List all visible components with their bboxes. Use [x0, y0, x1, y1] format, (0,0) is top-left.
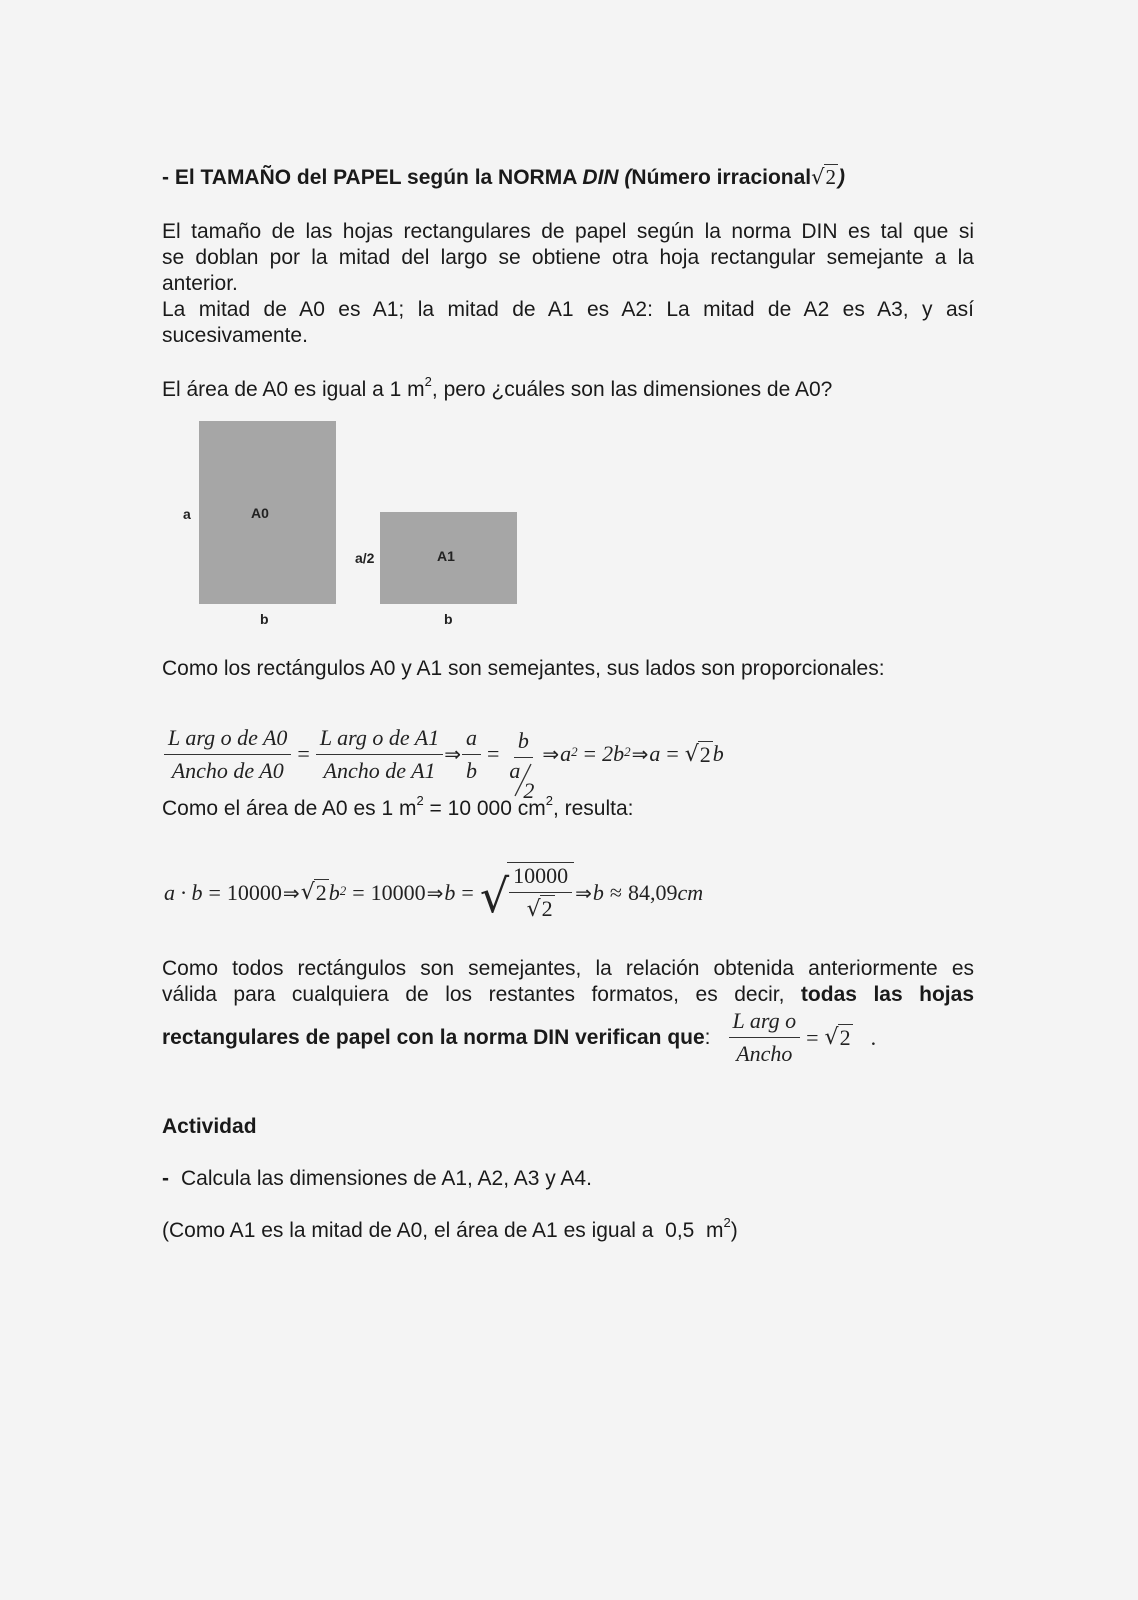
- ratio-fraction: [729, 1008, 801, 1067]
- big-sqrt-symbol: √: [479, 868, 510, 923]
- area-after: , resulta:: [552, 797, 634, 820]
- question-exp: 2: [424, 374, 432, 389]
- radicand: 2: [315, 880, 327, 905]
- intro-line-3: anterior.: [162, 272, 238, 295]
- fraction-10000-sqrt2: [509, 863, 572, 923]
- a0-side-label: a: [183, 506, 191, 522]
- title-paren: (: [618, 166, 632, 189]
- fraction-a1: [316, 725, 443, 784]
- value-10000: 10000: [370, 879, 426, 905]
- area-exp-2: 2: [545, 793, 553, 808]
- title-prefix: - El TAMAÑO del PAPEL según la NORMA: [162, 166, 583, 189]
- period: .: [870, 1024, 877, 1050]
- sqrt-content: [507, 862, 574, 923]
- colon: :: [704, 1025, 711, 1049]
- implies-arrow: ⇒: [542, 742, 560, 766]
- question-before: El área de A0 es igual a 1 m: [162, 378, 425, 401]
- question-line: [162, 374, 833, 403]
- equals-sign: =: [352, 879, 365, 905]
- implies-arrow: ⇒: [631, 742, 649, 766]
- intro-line-1: El tamaño de las hojas rectangulares de papel según la norma DIN es tal que si: [162, 220, 974, 243]
- fraction-a-b-num: a: [462, 725, 481, 755]
- conclusion-line-2: [162, 982, 974, 1008]
- radicand: 2: [541, 896, 553, 921]
- conclusion-line-3: [162, 1008, 876, 1067]
- area-mid: = 10 000 cm: [423, 797, 546, 820]
- note-after: ): [730, 1219, 738, 1242]
- activity-heading: Actividad: [162, 1115, 257, 1138]
- title-radicand: 2: [825, 165, 837, 189]
- value-10000: 10000: [226, 879, 282, 905]
- conclusion-bold: rectangulares de papel con la norma DIN verifican que: [162, 1025, 705, 1049]
- fraction-b-half-a: [505, 728, 541, 802]
- task-text: Calcula las dimensiones de A1, A2, A3 y A4.: [181, 1167, 592, 1190]
- approx-sign: ≈: [609, 879, 622, 905]
- note-before: (Como A1 es la mitad de A0, el área de A1 es igual a 0,5 m: [162, 1219, 724, 1242]
- title-close: ): [838, 166, 846, 189]
- implies-arrow: ⇒: [444, 742, 461, 766]
- equals-sign: =: [666, 741, 679, 766]
- dimension-equation: a · b = 10000 ⇒ √ 2 b $^2$ = 10000 ⇒ b = √ $\frac{10000}{√2}$ ⇒ b ≈ 84,09 cm: [164, 863, 704, 923]
- implies-arrow: ⇒: [575, 880, 592, 905]
- equals-sign: =: [583, 741, 597, 766]
- proportion-equation: $\frac{\text{L arg o de A0}}{\text{Ancho de A0}}$ = $\frac{\text{L arg o de A1}}{\text{Ancho de A1}}$ ⇒ $\frac{a}{b}$ = b a 2 ⇒ a $^2$ = 2b $^2$ ⇒ a = √ 2 b: [164, 706, 724, 802]
- sqrt-symbol: √: [824, 1024, 839, 1050]
- a1-bottom-label: b: [444, 611, 453, 627]
- area-exp-1: 2: [416, 793, 424, 808]
- similarity-text: Como los rectángulos A0 y A1 son semejantes, sus lados son proporcionales:: [162, 657, 885, 680]
- sqrt-symbol: √: [684, 741, 699, 767]
- a0-label: A0: [251, 505, 269, 521]
- equals-sign: =: [461, 879, 474, 905]
- paper-size-figure: [175, 415, 535, 630]
- two-b: 2b: [602, 741, 625, 766]
- fraction-a0: [164, 725, 291, 784]
- conclusion-paragraph: [162, 956, 974, 1008]
- implies-arrow: ⇒: [426, 880, 444, 905]
- frac-den: [523, 893, 559, 923]
- ratio-num: L arg o: [729, 1008, 801, 1038]
- implies-arrow: ⇒: [282, 880, 300, 905]
- task-dash: -: [162, 1167, 169, 1190]
- fraction-a1-num: L arg o de A1: [316, 725, 443, 755]
- area-text: [162, 793, 634, 822]
- page-title: [162, 164, 845, 191]
- conclusion-line-2-normal: válida para cualquiera de los restantes formatos, es decir,: [162, 983, 801, 1006]
- result-value: 84,09: [627, 879, 678, 905]
- equals-sign: =: [486, 741, 500, 766]
- intro-paragraph: [162, 219, 974, 349]
- var-b: b: [712, 741, 724, 766]
- fraction-a1-den: Ancho de A1: [323, 757, 436, 783]
- ratio-equation: [729, 1008, 877, 1067]
- radicand: 2: [699, 741, 711, 767]
- fraction-a-b: [462, 725, 481, 784]
- conclusion-line-1: Como todos rectángulos son semejantes, la relación obtenida anteriormente es: [162, 957, 974, 980]
- equals-sign: =: [806, 1024, 819, 1050]
- radicand: 2: [839, 1025, 851, 1050]
- note-exp: 2: [723, 1215, 731, 1230]
- fraction-b-num: b: [514, 728, 533, 758]
- activity-note: [162, 1215, 738, 1244]
- intro-line-4: La mitad de A0 es A1; la mitad de A1 es A2: La mitad de A2 es A3, y así: [162, 298, 974, 321]
- a1-label: A1: [437, 548, 455, 564]
- question-after: , pero ¿cuáles son las dimensiones de A0?: [431, 378, 833, 401]
- equals-sign: =: [208, 879, 221, 905]
- var-b: b: [444, 879, 456, 905]
- intro-line-2: se doblan por la mitad del largo se obtiene otra hoja rectangular semejante a la: [162, 246, 974, 269]
- title-sqrt-symbol: √: [811, 165, 825, 189]
- frac-num: 10000: [509, 863, 572, 893]
- activity-task: [162, 1166, 592, 1192]
- ratio-den: Ancho: [736, 1041, 793, 1066]
- var-b: b: [328, 879, 340, 905]
- title-din: DIN: [582, 166, 619, 189]
- intro-line-5: sucesivamente.: [162, 324, 308, 347]
- var-a: a: [560, 741, 572, 766]
- conclusion-line-2-bold: todas las hojas: [800, 983, 974, 1006]
- half-a-den: 2: [523, 778, 535, 803]
- fraction-a0-den: Ancho de A0: [171, 757, 284, 783]
- area-before: Como el área de A0 es 1 m: [162, 797, 417, 820]
- var-a: a: [649, 741, 661, 766]
- title-after: Número irracional: [631, 166, 812, 189]
- equals-sign: =: [297, 741, 310, 766]
- sqrt-symbol: √: [300, 880, 315, 905]
- var-b: b: [592, 879, 604, 905]
- fraction-a0-num: L arg o de A0: [164, 725, 291, 755]
- a0-bottom-label: b: [260, 611, 269, 627]
- fraction-a-b-den: b: [465, 757, 477, 783]
- sqrt-symbol: √: [526, 897, 541, 922]
- half-a-num: a: [509, 758, 521, 783]
- product-ab: a · b: [164, 879, 203, 905]
- a1-side-label: a/2: [355, 550, 375, 566]
- result-unit: cm: [677, 879, 704, 905]
